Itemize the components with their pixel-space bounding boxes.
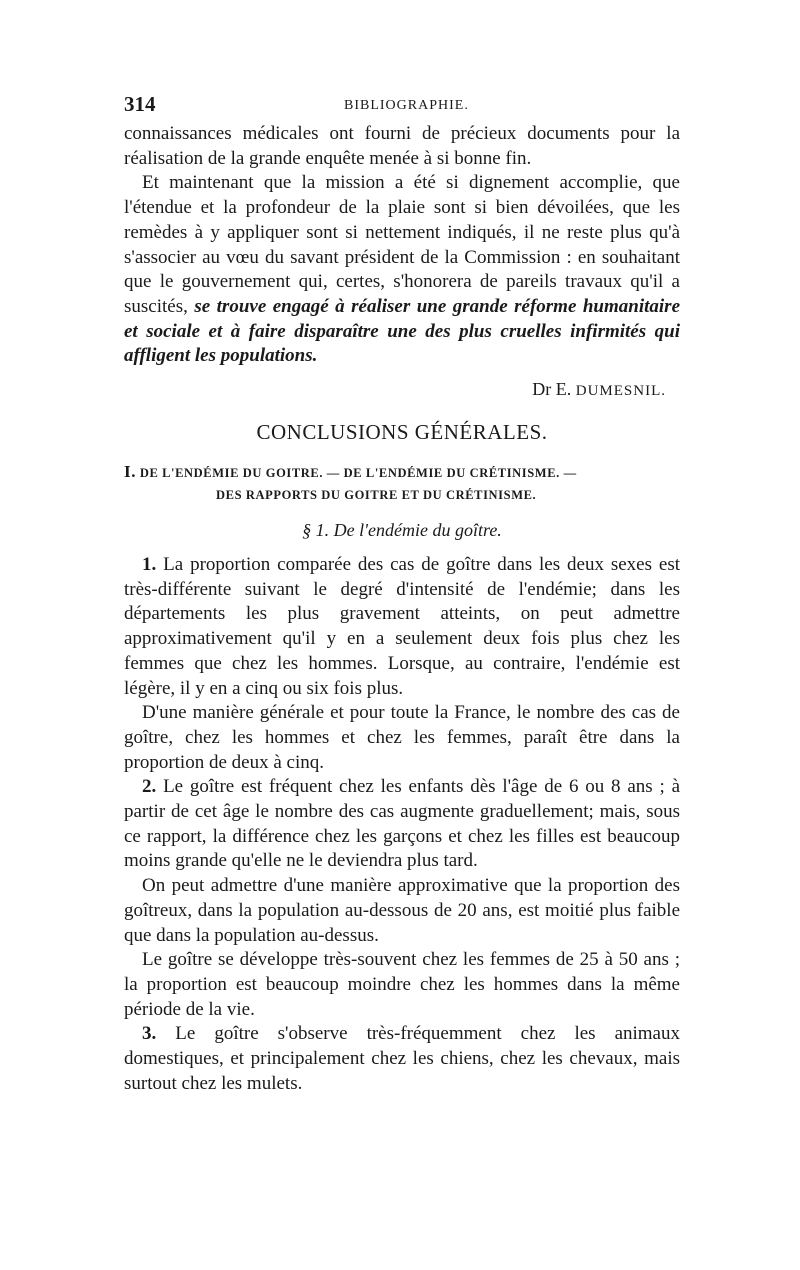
item-text: D'une manière générale et pour toute la France, le nombre des cas de goître, chez les hommes et chez les femmes, paraît être dans la proportion de deux à cinq. <box>124 702 680 773</box>
conclusion-item <box>124 553 680 701</box>
item-text: La proportion comparée des cas de goître dans les deux sexes est très-différente suivant le degré d'intensité de l'endémie; dans les départements les plus gravement atteints, on peut admettre approximativement qu'il y en a seulement deux fois plus chez les femmes que chez les hommes. Lorsque, au contraire, l'endémie est légère, il y en a cinq ou six fois plus. <box>124 554 680 699</box>
conclusion-item <box>124 948 680 1022</box>
intro-paragraph-2-text: Et maintenant que la mission a été si dignement accomplie, que l'étendue et la profondeur de la plaie sont si bien dévoilées, que les remèdes à y appliquer sont si nettement indiqués, il ne reste plus qu'à s'associer au vœu du savant président de la Commission : en souhaitant que le gouvernement qui, certes, s'honorera de pareils travaux qu'il a suscités, <box>124 172 680 317</box>
item-number: 2. <box>142 776 157 798</box>
conclusion-item <box>124 775 680 874</box>
author-signature <box>124 379 666 400</box>
part-title-line-2: DES RAPPORTS DU GOITRE ET DU CRÉTINISME. <box>216 488 537 503</box>
signature-title: Dr E. <box>532 379 572 400</box>
conclusions-heading: CONCLUSIONS GÉNÉRALES. <box>256 420 548 445</box>
part-title <box>124 461 680 484</box>
book-page <box>124 92 680 1097</box>
section-title: § 1. De l'endémie du goître. <box>302 520 502 541</box>
part-roman: I. <box>124 462 137 482</box>
intro-paragraph-2 <box>124 171 680 369</box>
item-text: Le goître se développe très-souvent chez les femmes de 25 à 50 ans ; la proportion est beaucoup moindre chez les hommes dans la même période de la vie. <box>124 949 680 1020</box>
conclusion-item <box>124 874 680 948</box>
conclusion-item <box>124 1022 680 1096</box>
conclusion-item <box>124 701 680 775</box>
running-title: BIBLIOGRAPHIE. <box>344 98 469 113</box>
item-text: On peut admettre d'une manière approximative que la proportion des goîtreux, dans la population au-dessous de 20 ans, est moitié plus faible que dans la population au-dessus. <box>124 875 680 946</box>
page-header <box>124 92 680 122</box>
signature-name: DUMESNIL. <box>575 383 666 400</box>
item-number: 1. <box>142 554 157 576</box>
intro-paragraph-1: connaissances médicales ont fourni de précieux documents pour la réalisation de la grande enquête menée à si bonne fin. <box>124 123 680 169</box>
part-title-line-1: DE L'ENDÉMIE DU GOITRE. — DE L'ENDÉMIE DU CRÉTINISME. — <box>139 466 577 481</box>
item-text: Le goître est fréquent chez les enfants dès l'âge de 6 ou 8 ans ; à partir de cet âge le nombre des cas augmente graduellement; mais, sous ce rapport, la différence chez les garçons et chez les filles est beaucoup moins grande qu'elle ne le deviendra plus tard. <box>124 776 681 872</box>
intro-paragraph-2-italic: se trouve engagé à réaliser une grande réforme humanitaire et sociale et à faire disparaître une des plus cruelles infirmités qui affligent les populations. <box>124 295 680 367</box>
page-number: 314 <box>124 92 156 116</box>
item-text: Le goître s'observe très-fréquemment chez les animaux domestiques, et principalement chez les chiens, chez les chevaux, mais surtout chez les mulets. <box>124 1023 680 1094</box>
item-number: 3. <box>142 1023 157 1045</box>
